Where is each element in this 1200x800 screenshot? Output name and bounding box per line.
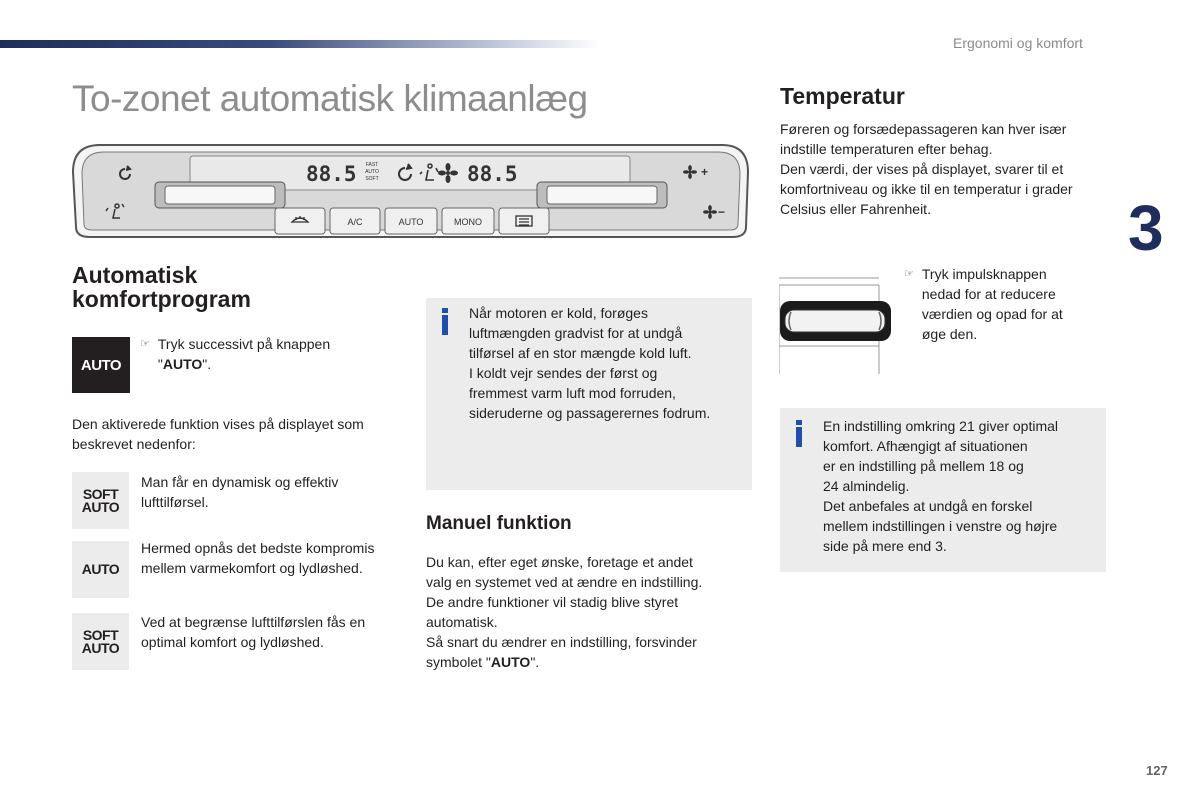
right-temperature-readout: 88.5 <box>467 162 518 186</box>
auto-instruction: ☞ Tryk successivt på knappen "AUTO". <box>140 336 331 372</box>
temperature-section-heading: Temperatur <box>780 83 905 109</box>
finger-pointer-icon: ☞ <box>140 338 150 350</box>
left-temperature-knob <box>155 182 285 208</box>
right-temperature-knob <box>537 182 667 208</box>
auto-heading-line2: komfortprogram <box>72 286 251 312</box>
info-icon <box>442 315 448 335</box>
svg-text:FAST: FAST <box>365 162 379 168</box>
section-label: Ergonomi og komfort <box>953 35 1083 51</box>
left-temperature-readout: 88.5 <box>306 162 357 186</box>
climate-panel-illustration <box>70 142 752 242</box>
fast-auto-soft-indicator <box>365 162 379 182</box>
ac-button-label: A/C <box>347 217 363 227</box>
cold-engine-info-box <box>426 298 752 490</box>
svg-text:AUTO: AUTO <box>365 169 379 175</box>
mode-description: Man får en dynamisk og effektiv lufttilførsel. <box>141 474 339 510</box>
page-number: 127 <box>1146 763 1168 778</box>
auto-heading-line1: Automatisk <box>72 262 198 288</box>
temperature-setting-info-box <box>780 408 1106 572</box>
mode-description: Ved at begrænse lufttilførslen fås en optimal komfort og lydløshed. <box>141 614 366 650</box>
soft-auto-badge: SOFT AUTO <box>72 472 129 529</box>
chapter-number: 3 <box>1128 192 1164 264</box>
svg-text:−: − <box>718 205 726 219</box>
rear-defrost-button <box>499 208 549 234</box>
cold-engine-info-text: Når motoren er kold, forøges luftmængden gradvist for at undgå tilførsel af en stor mængde kold luft. I koldt vejr sendes der først og fremmest varm luft mod forruden, sideruderne og passagerernes fodrum. <box>469 305 711 421</box>
page-title: To-zonet automatisk klimaanlæg <box>72 78 588 119</box>
temperature-section-text: Føreren og forsædepassageren kan hver især indstille temperaturen efter behag. Den værdi, der vises på displayet, svarer til et komfortniveau og ikke til en temperatur i grader Celsius eller Fahrenheit. <box>780 121 1073 217</box>
mono-button-label: MONO <box>454 217 482 227</box>
auto-section-heading <box>72 263 251 311</box>
temperature-setting-info-text: En indstilling omkring 21 giver optimal komfort. Afhængigt af situationen er en indstilling på mellem 18 og 24 almindelig. Det anbefales at undgå en forskel mellem indstillingen i venstre og højre side på mere end 3. <box>823 418 1058 554</box>
svg-text:+: + <box>701 165 709 179</box>
auto-intro-text: Den aktiverede funktion vises på displayet som beskrevet nedenfor: <box>72 416 364 452</box>
info-icon <box>796 427 802 447</box>
temperature-instruction: ☞ Tryk impulsknappen nedad for at reducere værdien og opad for at øge den. <box>904 266 1063 342</box>
temperature-knob-illustration <box>779 268 901 374</box>
soft-auto-badge: SOFT AUTO <box>72 613 129 670</box>
auto-button-label: AUTO <box>398 217 424 227</box>
manual-section-heading: Manuel funktion <box>426 513 572 534</box>
auto-mode-badge: AUTO <box>72 541 129 598</box>
svg-text:SOFT: SOFT <box>365 176 379 182</box>
finger-pointer-icon: ☞ <box>904 268 914 280</box>
header-accent-bar <box>0 40 600 48</box>
front-defrost-button <box>275 208 325 234</box>
manual-section-text: Du kan, efter eget ønske, foretage et andet valg en systemet ved at ændre en indstilling. De andre funktioner vil stadig blive styret automatisk. Så snart du ændrer en indstilling, forsvinder symbolet "AUTO". <box>426 554 703 670</box>
auto-badge: AUTO <box>72 337 130 393</box>
mode-description: Hermed opnås det bedste kompromis mellem varmekomfort og lydløshed. <box>141 540 375 576</box>
